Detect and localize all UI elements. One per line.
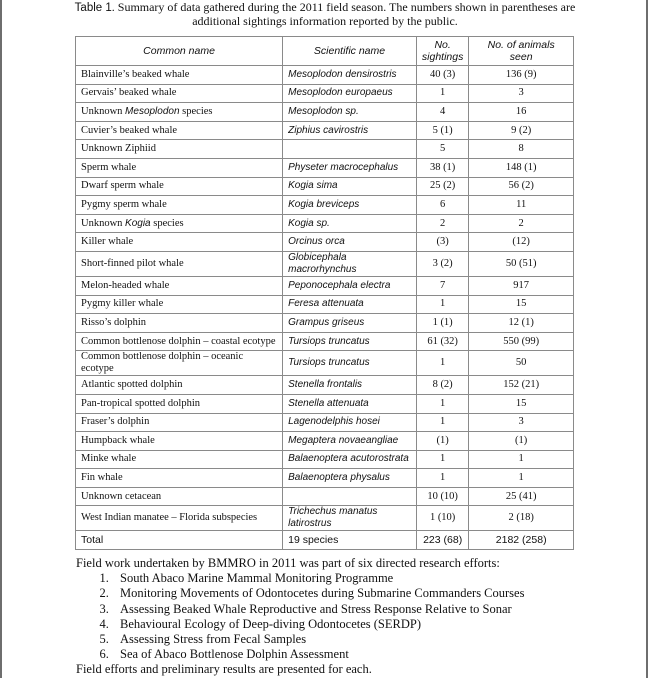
common-name-cell: Gervais’ beaked whale (76, 84, 283, 103)
scientific-name-cell: Ziphius cavirostris (283, 121, 417, 140)
total-label: Total (76, 531, 283, 550)
common-name-genus: Kogia (125, 217, 151, 229)
table-row (76, 66, 574, 85)
animals-cell: 12 (1) (469, 314, 574, 333)
page-border-right (646, 0, 648, 678)
animals-cell: 2 (18) (469, 506, 574, 531)
research-effort-item: 3. Assessing Beaked Whale Reproductive and Stress Response Relative to Sonar (112, 602, 636, 617)
scientific-name-cell (283, 140, 417, 159)
common-name-cell: Fin whale (76, 469, 283, 488)
sightings-cell: 1 (416, 450, 468, 469)
common-name-cell: Humpback whale (76, 432, 283, 451)
common-name-cell: Unknown Ziphiid (76, 140, 283, 159)
animals-cell: 1 (469, 450, 574, 469)
sightings-cell: 6 (416, 196, 468, 215)
common-name-cell (76, 103, 283, 122)
total-sightings: 223 (68) (416, 531, 468, 550)
animals-cell: 50 (469, 351, 574, 376)
header-no-animals: No. of animals seen (469, 37, 574, 66)
scientific-name-cell: Kogia sp. (283, 214, 417, 233)
table-row (76, 103, 574, 122)
common-name-cell: Fraser’s dolphin (76, 413, 283, 432)
scientific-name-cell: Feresa attenuata (283, 295, 417, 314)
research-effort-item: 6. Sea of Abaco Bottlenose Dolphin Assessment (112, 647, 636, 662)
common-name-cell: Cuvier’s beaked whale (76, 121, 283, 140)
common-name-cell: Risso’s dolphin (76, 314, 283, 333)
table-row (76, 506, 574, 531)
animals-cell: 1 (469, 469, 574, 488)
total-animals: 2182 (258) (469, 531, 574, 550)
table-row (76, 314, 574, 333)
scientific-name-cell: Peponocephala electra (283, 276, 417, 295)
table-row (76, 469, 574, 488)
animals-cell: 8 (469, 140, 574, 159)
animals-cell: 152 (21) (469, 376, 574, 395)
animals-cell: 56 (2) (469, 177, 574, 196)
common-name-cell: Melon-headed whale (76, 276, 283, 295)
sightings-cell: 5 (1) (416, 121, 468, 140)
scientific-name-cell: Grampus griseus (283, 314, 417, 333)
table-row (76, 351, 574, 376)
table-row (76, 432, 574, 451)
sightings-cell: 3 (2) (416, 251, 468, 276)
animals-cell: (1) (469, 432, 574, 451)
header-common-name: Common name (76, 37, 283, 66)
caption-label: Table 1 (74, 2, 112, 14)
header-no-sightings: No. sightings (416, 37, 468, 66)
sightings-cell: 40 (3) (416, 66, 468, 85)
animals-cell: 16 (469, 103, 574, 122)
sightings-cell: 1 (416, 351, 468, 376)
scientific-name-cell (283, 487, 417, 506)
sightings-cell: 1 (1) (416, 314, 468, 333)
sightings-cell: 2 (416, 214, 468, 233)
sightings-cell: 5 (416, 140, 468, 159)
common-name-text: species (179, 105, 213, 117)
table-row (76, 376, 574, 395)
scientific-name-cell: Kogia breviceps (283, 196, 417, 215)
animals-cell: (12) (469, 233, 574, 252)
common-name-cell (76, 214, 283, 233)
efforts-intro: Field work undertaken by BMMRO in 2011 was part of six directed research efforts: (76, 556, 500, 570)
table-row (76, 177, 574, 196)
sightings-cell: 61 (32) (416, 332, 468, 351)
caption-text: . Summary of data gathered during the 2011 field season. The numbers shown in parentheses are additional sightings information reported by the public. (111, 0, 576, 28)
table-header-row (76, 37, 574, 66)
table-row (76, 394, 574, 413)
table-caption (60, 1, 590, 28)
animals-cell: 136 (9) (469, 66, 574, 85)
sightings-cell: 1 (416, 413, 468, 432)
scientific-name-cell: Tursiops truncatus (283, 332, 417, 351)
animals-cell: 15 (469, 295, 574, 314)
table-row (76, 295, 574, 314)
total-species: 19 species (283, 531, 417, 550)
table-row (76, 332, 574, 351)
table-row (76, 214, 574, 233)
table-row (76, 487, 574, 506)
scientific-name-cell: Tursiops truncatus (283, 351, 417, 376)
sightings-cell: 8 (2) (416, 376, 468, 395)
table-body (76, 66, 574, 531)
scientific-name-cell: Balaenoptera acutorostrata (283, 450, 417, 469)
table-row (76, 276, 574, 295)
table-row (76, 121, 574, 140)
scientific-name-cell: Mesoplodon europaeus (283, 84, 417, 103)
page-border-left (0, 0, 2, 678)
sightings-cell: 1 (416, 394, 468, 413)
animals-cell: 11 (469, 196, 574, 215)
table-row (76, 196, 574, 215)
animals-cell: 50 (51) (469, 251, 574, 276)
animals-cell: 2 (469, 214, 574, 233)
common-name-text: Unknown (81, 105, 126, 117)
sightings-cell: 1 (416, 469, 468, 488)
sightings-cell: 25 (2) (416, 177, 468, 196)
research-effort-item: 4. Behavioural Ecology of Deep-diving Odontocetes (SERDP) (112, 617, 636, 632)
common-name-cell: Atlantic spotted dolphin (76, 376, 283, 395)
common-name-cell: West Indian manatee – Florida subspecies (76, 506, 283, 531)
animals-cell: 15 (469, 394, 574, 413)
common-name-cell: Unknown cetacean (76, 487, 283, 506)
common-name-cell: Common bottlenose dolphin – oceanic ecotype (76, 351, 283, 376)
scientific-name-cell: Lagenodelphis hosei (283, 413, 417, 432)
sightings-cell: 7 (416, 276, 468, 295)
animals-cell: 148 (1) (469, 158, 574, 177)
common-name-cell: Common bottlenose dolphin – coastal ecotype (76, 332, 283, 351)
scientific-name-cell: Stenella frontalis (283, 376, 417, 395)
sightings-summary-table (75, 36, 574, 550)
animals-cell: 9 (2) (469, 121, 574, 140)
research-effort-item: 2. Monitoring Movements of Odontocetes during Submarine Commanders Courses (112, 586, 636, 601)
table-row (76, 233, 574, 252)
research-effort-item: 1. South Abaco Marine Mammal Monitoring Programme (112, 571, 636, 586)
table-row (76, 140, 574, 159)
sightings-cell: 1 (10) (416, 506, 468, 531)
scientific-name-cell: Trichechus manatus latirostrus (283, 506, 417, 531)
scientific-name-cell: Stenella attenuata (283, 394, 417, 413)
sightings-cell: 10 (10) (416, 487, 468, 506)
common-name-cell: Sperm whale (76, 158, 283, 177)
efforts-closing: Field efforts and preliminary results are presented for each. (76, 662, 372, 677)
sightings-cell: (1) (416, 432, 468, 451)
table-total-row (76, 531, 574, 550)
table-row (76, 158, 574, 177)
table-row (76, 450, 574, 469)
research-efforts-list (76, 571, 636, 662)
animals-cell: 917 (469, 276, 574, 295)
animals-cell: 3 (469, 84, 574, 103)
common-name-cell: Pygmy killer whale (76, 295, 283, 314)
common-name-cell: Blainville’s beaked whale (76, 66, 283, 85)
scientific-name-cell: Physeter macrocephalus (283, 158, 417, 177)
animals-cell: 550 (99) (469, 332, 574, 351)
common-name-cell: Dwarf sperm whale (76, 177, 283, 196)
common-name-cell: Short-finned pilot whale (76, 251, 283, 276)
scientific-name-cell: Balaenoptera physalus (283, 469, 417, 488)
scientific-name-cell: Orcinus orca (283, 233, 417, 252)
scientific-name-cell: Globicephala macrorhynchus (283, 251, 417, 276)
scientific-name-cell: Megaptera novaeangliae (283, 432, 417, 451)
table-row (76, 84, 574, 103)
scientific-name-cell: Mesoplodon sp. (283, 103, 417, 122)
scientific-name-cell: Kogia sima (283, 177, 417, 196)
sightings-cell: 1 (416, 295, 468, 314)
sightings-cell: 4 (416, 103, 468, 122)
table-row (76, 413, 574, 432)
common-name-genus: Mesoplodon (125, 105, 180, 117)
sightings-cell: 38 (1) (416, 158, 468, 177)
common-name-cell: Pygmy sperm whale (76, 196, 283, 215)
sightings-cell: (3) (416, 233, 468, 252)
animals-cell: 25 (41) (469, 487, 574, 506)
body-text (76, 556, 636, 678)
common-name-cell: Pan-tropical spotted dolphin (76, 394, 283, 413)
research-effort-item: 5. Assessing Stress from Fecal Samples (112, 632, 636, 647)
common-name-cell: Killer whale (76, 233, 283, 252)
scientific-name-cell: Mesoplodon densirostris (283, 66, 417, 85)
common-name-text: Unknown (81, 217, 126, 229)
common-name-text: species (150, 217, 184, 229)
header-scientific-name: Scientific name (283, 37, 417, 66)
animals-cell: 3 (469, 413, 574, 432)
table-row (76, 251, 574, 276)
sightings-cell: 1 (416, 84, 468, 103)
common-name-cell: Minke whale (76, 450, 283, 469)
